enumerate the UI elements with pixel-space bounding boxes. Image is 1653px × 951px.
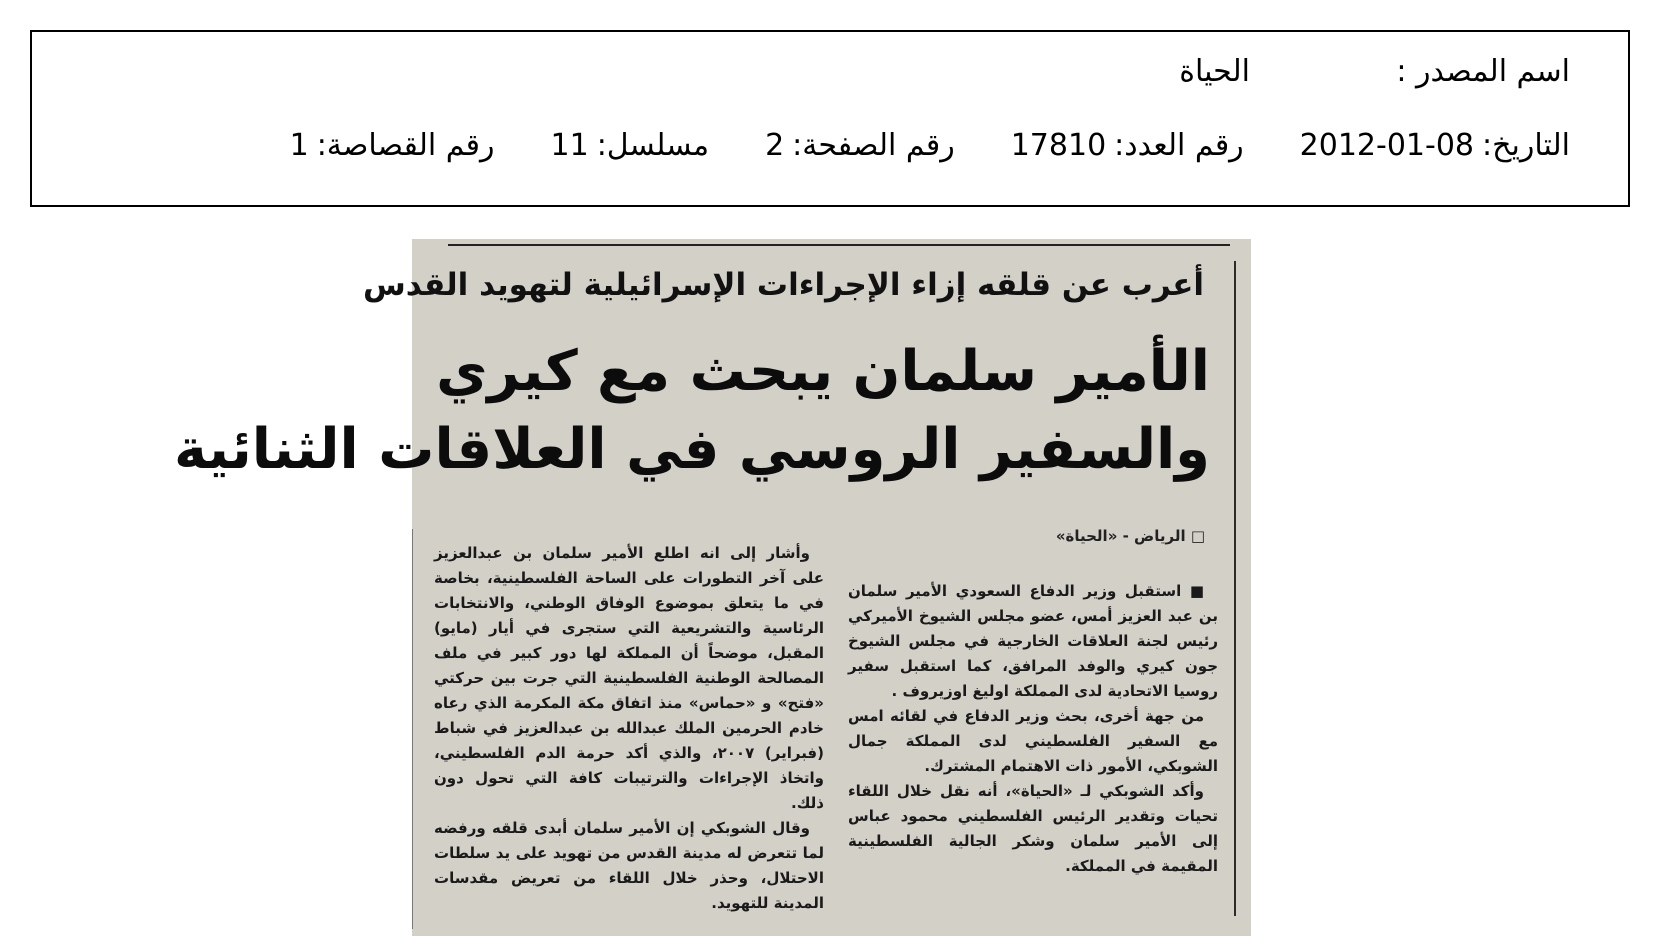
details-row [290,128,1570,163]
page-field [765,128,955,163]
serial-value: 11 [550,128,589,163]
article-kicker: أعرب عن قلقه إزاء الإجراءات الإسرائيلية لتهويد القدس [363,267,1204,303]
dateline: □ الرياض - «الحياة» [1055,527,1205,545]
newspaper-clipping [173,239,1251,936]
date-field [1300,128,1570,163]
issue-field [1011,128,1244,163]
clip-label: رقم القصاصة: [316,128,495,163]
article-column-right [848,579,1218,879]
column-rule-right [1234,261,1236,916]
paragraph: وأكد الشوبكي لـ «الحياة»، أنه نقل خلال اللقاء تحيات وتقدير الرئيس الفلسطيني محمود عباس إلى الأمير سلمان وشكر الجالية الفلسطينية المقيمة في المملكة. [848,782,1218,875]
article-column-left [434,541,824,916]
paragraph: ■ استقبل وزير الدفاع السعودي الأمير سلمان بن عبد العزيز أمس، عضو مجلس الشيوخ الأميركي رئيس لجنة العلاقات الخارجية في مجلس الشيوخ جون كيري والوفد المرافق، كما استقبل سفير روسيا الاتحادية لدى المملكة اوليغ اوزيروف . [848,582,1218,700]
clip-value: 1 [289,128,309,163]
date-label: التاريخ: [1482,128,1570,163]
paragraph: وقال الشوبكي إن الأمير سلمان أبدى قلقه ورفضه لما تتعرض له مدينة القدس من تهويد على يد سلطات الاحتلال، وحذر خلال اللقاء من تعريض مقدسات المدينة للتهويد. [434,819,824,912]
serial-label: مسلسل: [596,128,710,163]
column-rule-left [412,529,413,929]
source-row [1179,54,1570,89]
date-value: 2012-01-08 [1299,128,1475,163]
clip-field [290,128,495,163]
metadata-box [30,30,1630,207]
paragraph: وأشار إلى انه اطلع الأمير سلمان بن عبدالعزيز على آخر التطورات على الساحة الفلسطينية، بخاصة في ما يتعلق بموضوع الوفاق الوطني، والانتخابات الرئاسية والتشريعية التي ستجرى في أيار (مايو) المقبل، موضحاً أن المملكة لها دور كبير في ملف المصالحة الوطنية الفلسطينية التي جرت بين حركتي «فتح» و «حماس» منذ اتفاق مكة المكرمة الذي رعاه خادم الحرمين الملك عبدالله بن عبدالعزيز في شباط (فبراير) ٢٠٠٧، والذي أكد حرمة الدم الفلسطيني، واتخاذ الإجراءات والترتيبات كافة التي تحول دون ذلك. [434,544,824,812]
source-value: الحياة [1179,54,1250,89]
headline-line-2: والسفير الروسي في العلاقات الثنائية [173,417,1210,482]
page-label: رقم الصفحة: [792,128,955,163]
top-rule [448,244,1230,246]
source-label: اسم المصدر : [1396,54,1570,89]
issue-value: 17810 [1010,128,1107,163]
issue-label: رقم العدد: [1114,128,1244,163]
page-value: 2 [765,128,785,163]
headline-line-1: الأمير سلمان يبحث مع كيري [436,339,1210,404]
serial-field [551,128,710,163]
paragraph: من جهة أخرى، بحث وزير الدفاع في لقائه امس مع السفير الفلسطيني لدى المملكة جمال الشوبكي، الأمور ذات الاهتمام المشترك. [848,707,1218,775]
